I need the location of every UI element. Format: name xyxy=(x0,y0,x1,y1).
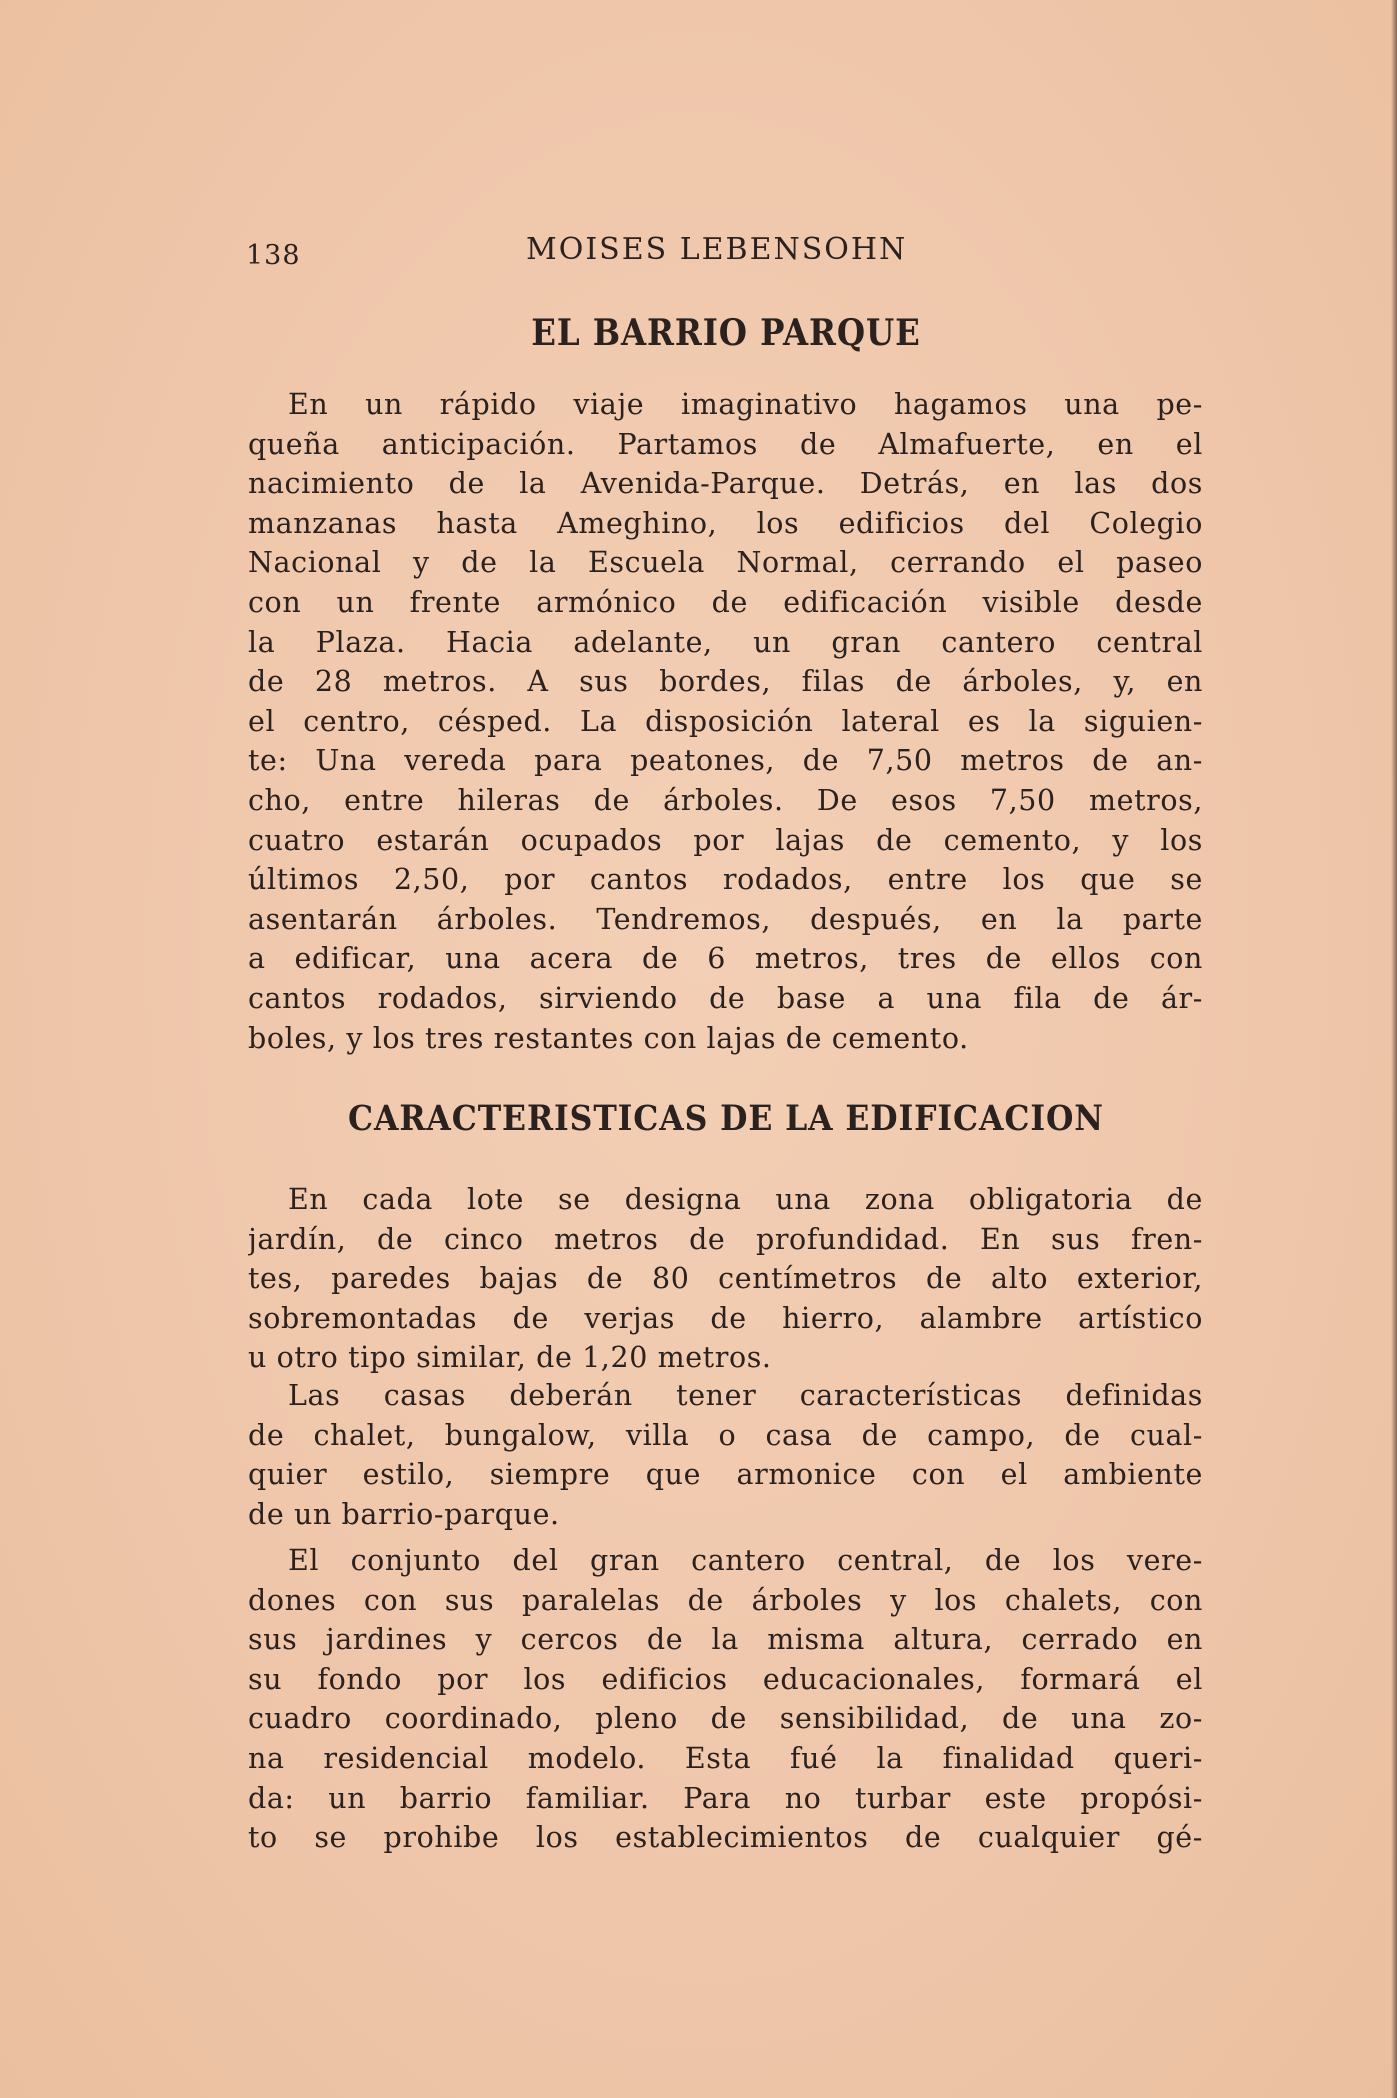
text-line: cho, entre hileras de árboles. De esos 7,50 metros, xyxy=(248,783,1203,817)
text-line: queña anticipación. Partamos de Almafuerte, en el xyxy=(248,427,1203,461)
text-line: dones con sus paralelas de árboles y los chalets, con xyxy=(248,1583,1203,1617)
text-line: asentarán árboles. Tendremos, después, en la parte xyxy=(248,902,1203,936)
text-line: su fondo por los edificios educacionales, formará el xyxy=(248,1662,1203,1696)
text-line: sus jardines y cercos de la misma altura, cerrado en xyxy=(248,1623,1203,1657)
page-edge-shadow xyxy=(1391,0,1397,2098)
page-number: 138 xyxy=(246,240,301,271)
text-line: con un frente armónico de edificación visible desde xyxy=(248,585,1203,619)
paragraph-conjunto xyxy=(248,1541,1203,1858)
text-line: nacimiento de la Avenida-Parque. Detrás, en las dos xyxy=(248,467,1203,501)
text-line: tes, paredes bajas de 80 centímetros de alto exterior, xyxy=(248,1262,1203,1296)
text-line: En un rápido viaje imaginativo hagamos una pe- xyxy=(288,388,1203,421)
text-line: de un barrio-parque. xyxy=(248,1497,560,1531)
page-header xyxy=(246,232,1206,282)
section-title-caracteristicas: CARACTERISTICAS DE LA EDIFICACION xyxy=(348,1098,1104,1139)
section-title-barrio-parque: EL BARRIO PARQUE xyxy=(531,312,921,354)
paragraph-casas xyxy=(248,1376,1203,1534)
text-line: El conjunto del gran cantero central, de los vere- xyxy=(288,1544,1203,1577)
text-line: te: Una vereda para peatones, de 7,50 metros de an- xyxy=(248,744,1203,778)
text-line: sobremontadas de verjas de hierro, alambre artístico xyxy=(248,1301,1203,1335)
text-line: quier estilo, siempre que armonice con el ambiente xyxy=(248,1458,1203,1492)
text-line: de chalet, bungalow, villa o casa de campo, de cual- xyxy=(248,1418,1203,1452)
text-line: u otro tipo similar, de 1,20 metros. xyxy=(248,1341,772,1375)
text-line: cuatro estarán ocupados por lajas de cemento, y los xyxy=(248,823,1203,857)
running-head: MOISES LEBENSOHN xyxy=(526,232,908,267)
paragraph-jardin xyxy=(248,1180,1203,1378)
text-line: jardín, de cinco metros de profundidad. En sus fren- xyxy=(248,1222,1203,1256)
text-line: la Plaza. Hacia adelante, un gran cantero central xyxy=(248,625,1203,659)
text-line: de 28 metros. A sus bordes, filas de árboles, y, en xyxy=(248,665,1203,699)
text-line: na residencial modelo. Esta fué la finalidad queri- xyxy=(248,1741,1203,1775)
text-line: da: un barrio familiar. Para no turbar este propósi- xyxy=(248,1781,1203,1815)
text-line: a edificar, una acera de 6 metros, tres de ellos con xyxy=(248,942,1203,976)
text-line: to se prohibe los establecimientos de cualquier gé- xyxy=(248,1821,1203,1855)
text-line: el centro, césped. La disposición lateral es la siguien- xyxy=(248,704,1203,738)
paragraph-barrio-parque xyxy=(248,385,1203,1058)
text-line: Nacional y de la Escuela Normal, cerrando el paseo xyxy=(248,546,1203,580)
text-line: boles, y los tres restantes con lajas de cemento. xyxy=(248,1021,969,1055)
text-line: En cada lote se designa una zona obligatoria de xyxy=(288,1183,1203,1216)
text-line: cantos rodados, sirviendo de base a una fila de ár- xyxy=(248,981,1203,1015)
text-line: Las casas deberán tener características definidas xyxy=(288,1379,1203,1412)
text-line: últimos 2,50, por cantos rodados, entre los que se xyxy=(248,863,1203,897)
text-line: cuadro coordinado, pleno de sensibilidad, de una zo- xyxy=(248,1702,1203,1736)
text-line: manzanas hasta Ameghino, los edificios del Colegio xyxy=(248,506,1203,540)
